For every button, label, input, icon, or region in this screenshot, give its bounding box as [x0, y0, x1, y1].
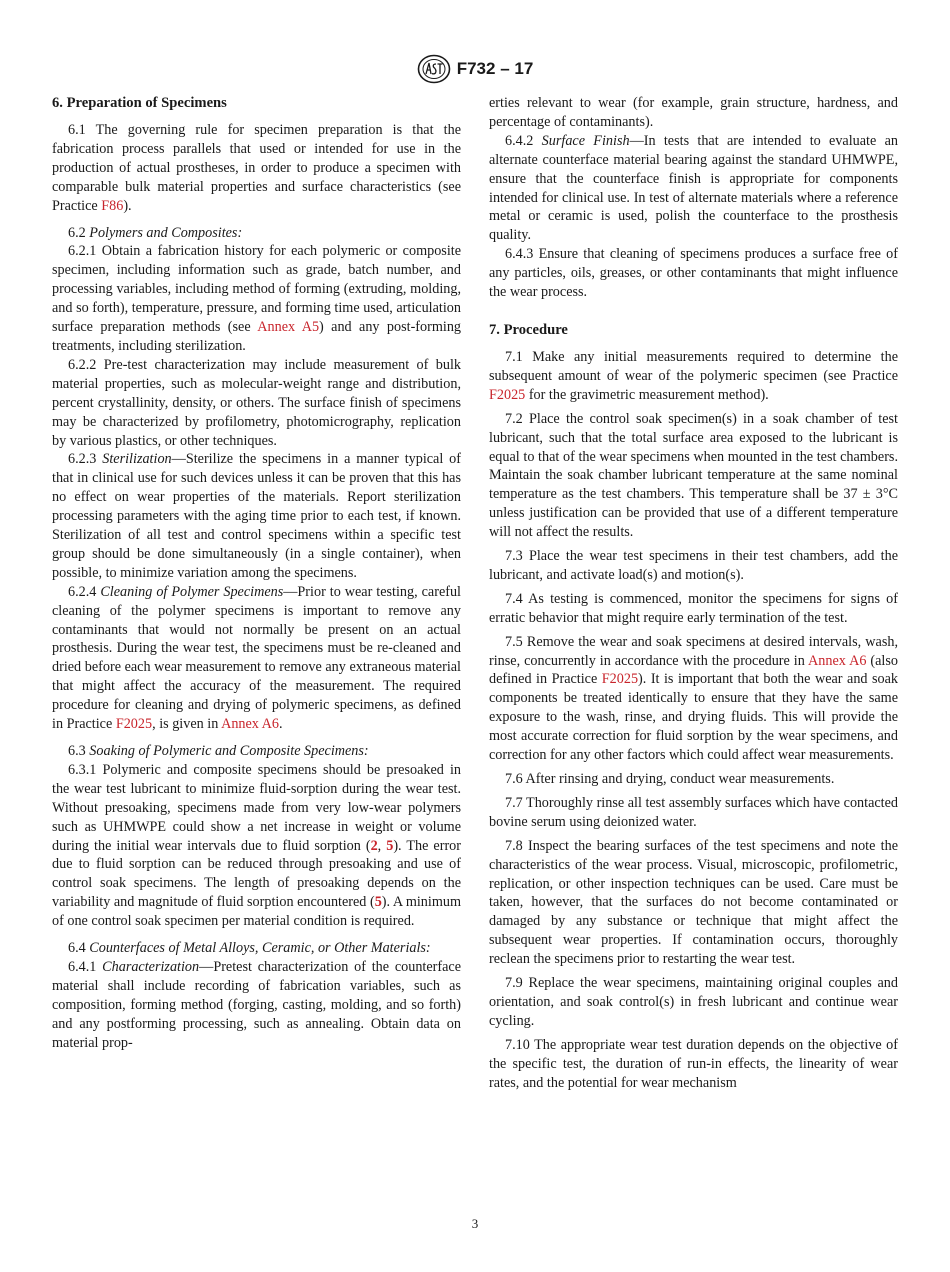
section-heading-6: 6. Preparation of Specimens: [52, 95, 227, 111]
paragraph-7-5: 7.5 Remove the wear and soak specimens at desired intervals, wash, rinse, concurrently in accordance with the procedure in Annex A6 (also defined in Practice F2025). It is important that both the wear and soak components be treated identically to ensure that they have the same exposure to the wash, rinse, and drying fluids. This will provide the most accurate correction for fluid sorption by the wear specimens, and correction for any other factors which could affect wear measurements.: [489, 633, 899, 764]
reference-5[interactable]: 5: [386, 837, 394, 854]
paragraph-6-2-3: 6.2.3 Sterilization—Sterilize the specimens in a manner typical of that in clinical use for such devices unless it can be proven that this has no effect on wear properties of the materials. Report sterilization processing parameters with the aging time prior to each test, if known. Sterilization of all test and control specimens within a specific test group should be done simultaneously (in a single container), when possible, to minimize variation among the specimens.: [52, 451, 461, 581]
paragraph-6-2-1: 6.2.1 Obtain a fabrication history for each polymeric or composite specimen, including information such as grade, batch number, and processing variables, including method of forming (extruding, molding, and so forth), temperature, pressure, and forming time used, articulation surface preparation methods (see Annex A5) and any post-forming treatments, including sterilization.: [52, 243, 462, 354]
paragraph-6-2-2: 6.2.2 Pre-test characterization may include measurement of bulk material properties, such as molecular-weight range and distribution, percent crystallinity, density, or others. The surface finish of specimens may be characterized by profilometry, photomicrography, replication by various plastics, or other techniques.: [52, 356, 461, 449]
link-annex-a6[interactable]: Annex A6: [221, 716, 280, 733]
link-f2025[interactable]: F2025: [489, 386, 526, 403]
paragraph-7-8: 7.8 Inspect the bearing surfaces of the test specimens and note the characteristics of the wear process. Visual, microscopic, profilometric, replication, or other inspection techniques can be used. Care must be taken, however, that the surfaces do not become contaminated or damaged by any substance or technique that might affect the subsequent wear properties. If contamination occurs, thoroughly reclean the specimens prior to restarting the wear test.: [489, 837, 898, 968]
paragraph-7-7: 7.7 Thoroughly rinse all test assembly surfaces which have contacted bovine serum using deionized water.: [489, 794, 898, 830]
link-annex-a5[interactable]: Annex A5: [257, 319, 320, 336]
paragraph-6-4-3: 6.4.3 Ensure that cleaning of specimens produces a surface free of any particles, oils, greases, or other contaminants that might influence the wear process.: [489, 246, 898, 301]
paragraph-7-4: 7.4 As testing is commenced, monitor the specimens for signs of erratic behavior that might require early termination of the test.: [489, 590, 898, 626]
document-designation: F732 – 17: [456, 59, 534, 78]
paragraph-6-3-1: 6.3.1 Polymeric and composite specimens should be presoaked in the wear test lubricant to minimize fluid-sorption during the wear test. Without presoaking, specimens made from very low-wear polymers such as UHMWPE could show a net increase in weight or volume during the initial wear intervals due to fluid sorption (2, 5). The error due to fluid sorption can be reduced through presoaking and use of control soak specimens. The length of presoaking depends on the variability and magnitude of fluid sorption encountered (5). A minimum of one control soak specimen per material condition is required.: [52, 761, 462, 930]
paragraph-7-9: 7.9 Replace the wear specimens, maintaining original couples and orientation, and soak control(s) in fresh lubricant and continue wear cycling.: [489, 975, 898, 1029]
paragraph-6-4-1: 6.4.1 Characterization—Pretest characterization of the counterface material shall include recording of fabrication variables, such as composition, forming method (forging, casting, molding, and so forth) and any postforming processing, such as annealing. Obtain data on material prop-: [52, 958, 461, 1051]
left-column: [52, 94, 461, 1053]
paragraph-6-2-4: 6.2.4 Cleaning of Polymer Specimens—Prior to wear testing, careful cleaning of the polymer specimens is important to remove any contaminants that would not normally be present on an actual prosthesis. During the wear test, the specimens must be re-cleaned and dried before each wear measurement to remove any extraneous material that might affect the accuracy of the measurement. The required procedure for cleaning and drying of polymeric specimens, as defined in Practice F2025, is given in Annex A6.: [52, 583, 462, 733]
paragraph-6-2: 6.2 Polymers and Composites:: [68, 224, 243, 241]
paragraph-6-4-2: 6.4.2 Surface Finish—In tests that are intended to evaluate an alternate counterface material bearing against the standard UHMWPE, ensure that the counterface finish is appropriate for components intended for clinical use. In test of alternate materials where a reference metal or ceramic is used, polish the counterface to the prosthesis quality.: [489, 132, 898, 244]
section-heading-7: 7. Procedure: [489, 321, 568, 338]
link-f2025[interactable]: F2025: [601, 671, 639, 688]
paragraph-7-1: 7.1 Make any initial measurements required to determine the subsequent amount of wear of the polymeric specimen (see Practice F2025 for the gravimetric measurement method).: [489, 348, 898, 403]
paragraph-7-10: 7.10 The appropriate wear test duration depends on the objective of the specific test, the duration of run-in effects, the linearity of wear rates, and the potential for wear mechanism: [489, 1036, 898, 1091]
paragraph-7-3: 7.3 Place the wear test specimens in their test chambers, add the lubricant, and activate load(s) and motion(s).: [489, 548, 898, 583]
link-f86[interactable]: F86: [101, 197, 124, 214]
paragraph-6-4-1-continued: erties relevant to wear (for example, grain structure, hardness, and percentage of contaminants).: [489, 95, 898, 130]
page-header: [0, 54, 950, 84]
paragraph-6-3: 6.3 Soaking of Polymeric and Composite Specimens:: [68, 743, 369, 759]
right-column: [489, 94, 898, 1093]
reference-5-second[interactable]: 5: [374, 894, 382, 911]
paragraph-6-1: 6.1 The governing rule for specimen preparation is that the fabrication process parallels that used or intended for use in the production of actual prostheses, in order to produce a specimen with comparable bulk material properties and surface characteristics (see Practice F86).: [52, 122, 461, 214]
link-f2025[interactable]: F2025: [115, 716, 153, 733]
paragraph-7-2: 7.2 Place the control soak specimen(s) in a soak chamber of test lubricant, such that the total surface area exposed to the lubricant is equal to that of the wear specimens when mounted in the test chambers. Maintain the soak chamber lubricant temperature at the same nominal temperature as the test chambers. This temperature shall be 37 ± 3°C unless justification can be provided that use of a different temperature will not affect the results.: [489, 410, 898, 541]
paragraph-7-6: 7.6 After rinsing and drying, conduct wear measurements.: [505, 771, 835, 787]
paragraph-6-4: 6.4 Counterfaces of Metal Alloys, Ceramic, or Other Materials:: [68, 940, 431, 957]
astm-logo-icon: [417, 54, 451, 84]
reference-2[interactable]: 2: [370, 837, 378, 854]
link-annex-a6[interactable]: Annex A6: [808, 652, 867, 669]
page-number: 3: [471, 1216, 479, 1231]
